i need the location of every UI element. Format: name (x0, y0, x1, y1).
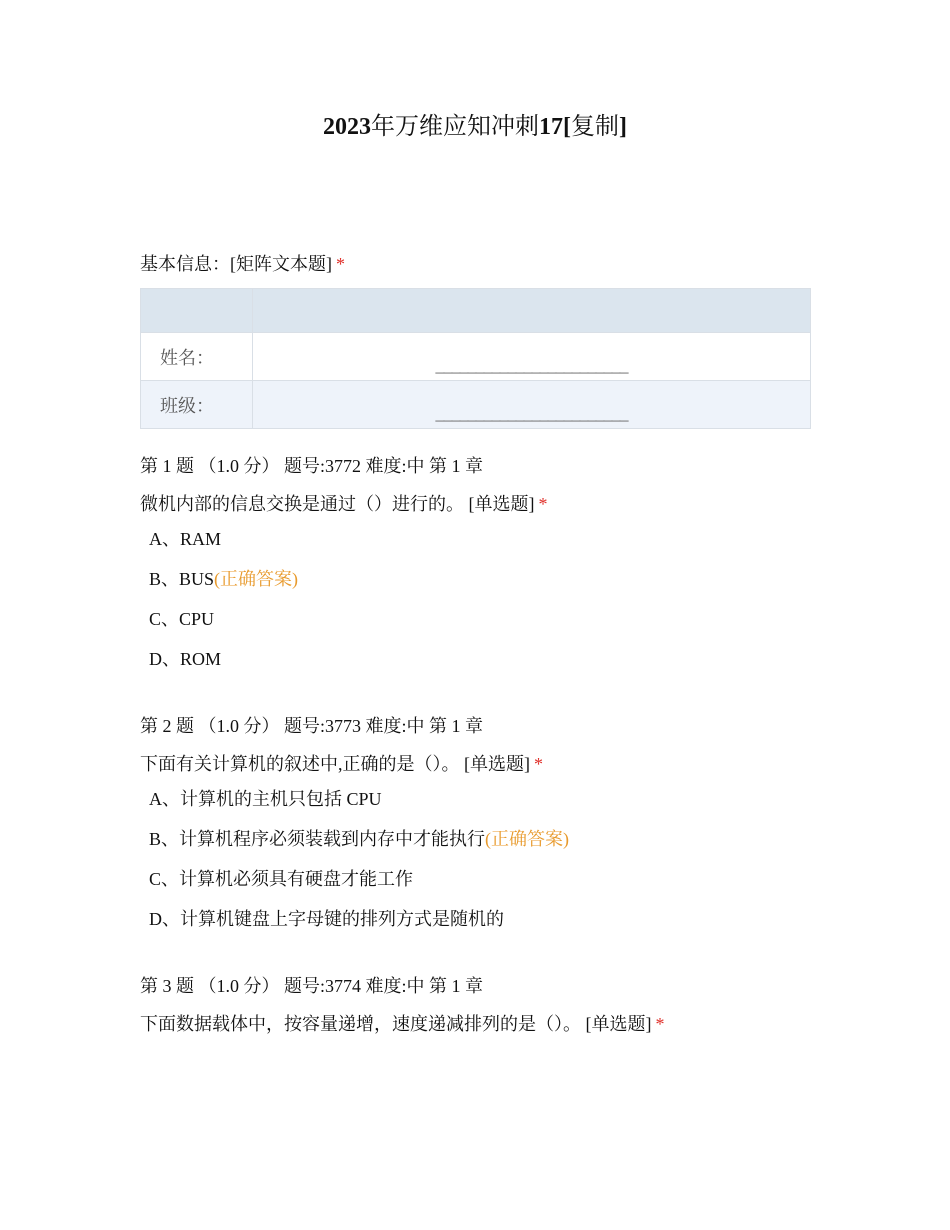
question-text (140, 749, 810, 779)
option-a[interactable] (140, 519, 810, 559)
question-header: 第 1 题 （1.0 分） 题号:3772 难度:中 第 1 章 (140, 456, 484, 476)
name-input[interactable] (253, 333, 811, 381)
required-mark: * (538, 494, 548, 514)
question-text (140, 489, 810, 519)
option-label: B、BUS (149, 569, 215, 589)
survey-content (140, 250, 810, 1039)
required-mark: * (655, 1014, 665, 1034)
matrix-row-name (141, 333, 811, 381)
option-d[interactable] (140, 899, 810, 939)
option-b[interactable] (140, 559, 810, 599)
question-header: 第 2 题 （1.0 分） 题号:3773 难度:中 第 1 章 (140, 716, 484, 736)
title-bracket-open: [ (563, 114, 571, 140)
question-header: 第 3 题 （1.0 分） 题号:3774 难度:中 第 1 章 (140, 976, 484, 996)
option-d[interactable] (140, 639, 810, 679)
question-2 (140, 711, 810, 939)
name-blank: ________________________ (435, 355, 628, 375)
name-label: 姓名： (141, 333, 253, 381)
option-a[interactable] (140, 779, 810, 819)
option-b[interactable] (140, 819, 810, 859)
option-label: C、计算机必须具有硬盘才能工作 (149, 869, 414, 889)
title-middle: 年万维应知冲刺 (371, 114, 539, 140)
matrix-header-cell (253, 289, 811, 333)
title-number: 17 (539, 114, 563, 140)
question-stem: 下面数据载体中，按容量递增，速度递减排列的是（）。 [单选题] (140, 1014, 652, 1034)
class-blank: ________________________ (435, 403, 628, 423)
basic-info-label (140, 250, 810, 278)
question-stem: 微机内部的信息交换是通过（）进行的。 [单选题] (140, 494, 535, 514)
correct-answer-tag: (正确答案) (485, 829, 570, 849)
question-stem: 下面有关计算机的叙述中,正确的是（）。 [单选题] (140, 754, 530, 774)
spacer (140, 679, 810, 711)
matrix-row-class (141, 381, 811, 429)
required-mark: * (534, 754, 543, 774)
matrix-header-cell (141, 289, 253, 333)
spacer (140, 939, 810, 971)
option-c[interactable] (140, 859, 810, 899)
option-c[interactable] (140, 599, 810, 639)
basic-info-matrix (140, 288, 811, 429)
option-label: A、RAM (149, 529, 222, 549)
option-label: D、计算机键盘上字母键的排列方式是随机的 (149, 909, 504, 929)
page-title (0, 110, 950, 144)
question-3 (140, 971, 810, 1039)
option-label: B、计算机程序必须装载到内存中才能执行 (149, 829, 486, 849)
basic-info-text: 基本信息：[矩阵文本题] (140, 254, 332, 274)
title-copy-tag: 复制 (571, 114, 619, 140)
question-text (140, 1009, 810, 1039)
required-mark: * (336, 254, 345, 274)
title-bracket-close: ] (619, 114, 627, 140)
class-input[interactable] (253, 381, 811, 429)
option-label: D、ROM (149, 649, 222, 669)
option-label: A、计算机的主机只包括 CPU (149, 789, 382, 809)
class-label: 班级： (141, 381, 253, 429)
matrix-header-row (141, 289, 811, 333)
title-year: 2023 (323, 114, 371, 140)
question-1 (140, 451, 810, 679)
option-label: C、CPU (149, 609, 215, 629)
correct-answer-tag: (正确答案) (214, 569, 299, 589)
